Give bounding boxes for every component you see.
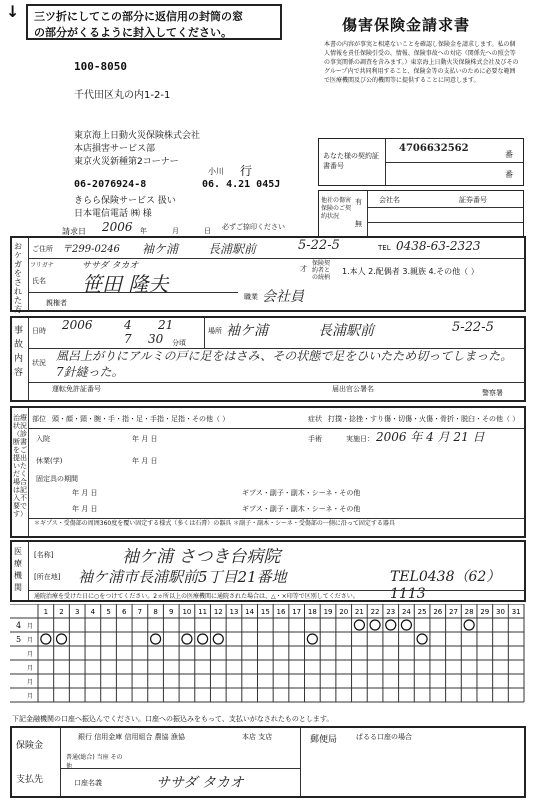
calendar-day-header: 5 [106, 608, 111, 616]
hospitalization-label: 入院 [36, 435, 50, 443]
exam-date-label: 実施日： [346, 435, 374, 443]
agent-client: 日本電信電話 ㈱ 様 [74, 209, 152, 219]
calendar-day-header: 19 [323, 608, 333, 616]
visit-mark[interactable] [370, 620, 380, 630]
envelope-instruction [26, 4, 282, 40]
part-options[interactable]: 頭・顔・頸・腕・手・指・足・手指・足指・その他（ ） [52, 415, 230, 423]
insured-town[interactable]: 長浦駅前 [208, 242, 257, 256]
calendar-day-header: 3 [74, 608, 80, 616]
hospital-address-label: [所在地] [34, 573, 61, 581]
accident-hour[interactable]: 7 [124, 332, 132, 346]
policy-box [318, 138, 524, 186]
tel-label: TEL [378, 244, 391, 252]
visit-grid-note: 通院治療を受けた日に○をつけてください。2ヵ所以上の医療機関に通院された場合は、△・×印等で区別してください。 [34, 593, 359, 600]
visit-mark[interactable] [417, 634, 427, 644]
calendar-day-header: 9 [169, 608, 174, 616]
insured-side-label: おケガをされた方 [14, 242, 22, 314]
calendar-day-header: 30 [496, 608, 505, 616]
accident-description[interactable]: 風呂上がりにアルミの戸に足をはさみ、その状態で足をひいたため切ってしまった。7針縫った。 [56, 349, 513, 379]
insured-furigana[interactable]: ササダ タカオ [82, 261, 139, 271]
visit-mark[interactable] [307, 634, 317, 644]
accident-year[interactable]: 2006 [62, 318, 93, 332]
treatment-side-label: 治療状況（診断書をご提出いただく場合は記入不要です） [13, 414, 27, 518]
payment-section [10, 726, 526, 798]
injury-options[interactable]: 打撲・捻挫・すり傷・切傷・火傷・骨折・脱臼・その他（ ） [328, 415, 520, 423]
staff-suffix: 行 [240, 164, 253, 178]
injury-label: 症状 [308, 415, 322, 423]
leave-label: 休業(学) [36, 457, 63, 465]
visit-mark[interactable] [182, 634, 192, 644]
calendar-day-header: 11 [198, 608, 208, 616]
agent-name: きらら保険サービス 扱い [74, 196, 176, 206]
calendar-day-header: 23 [386, 608, 396, 616]
calendar-day-header: 17 [292, 608, 302, 616]
bank-types[interactable]: 銀行 信用金庫 信用組合 農協 漁協 [78, 733, 185, 741]
furigana-label: フリガナ [30, 262, 54, 269]
other-insurance-label: 他社の傷害保険のご契約状況 [321, 197, 352, 220]
accident-day[interactable]: 21 [158, 318, 174, 332]
other-no[interactable]: 無 [355, 220, 362, 228]
claim-date-label: 請求日 [62, 227, 86, 236]
policy-number[interactable]: 4706632562 [399, 143, 469, 154]
form-title: 傷害保険金請求書 [342, 16, 471, 34]
calendar-day-header: 29 [480, 608, 490, 616]
other-yes[interactable]: 有 [355, 198, 362, 206]
visit-mark[interactable] [151, 634, 161, 644]
policy-ban: 番 [505, 150, 513, 159]
visit-mark[interactable] [386, 620, 396, 630]
calendar-day-header: 20 [339, 608, 349, 616]
police-sub: 警察署 [482, 389, 503, 397]
calendar-day-header: 2 [59, 608, 64, 616]
accident-place-city[interactable]: 袖ケ浦 [226, 323, 268, 339]
calendar-day-header: 15 [260, 608, 270, 616]
instruction-line-1: 三ツ折にしてこの部分に返信用の封筒の窓 [34, 10, 243, 23]
part-label: 部位 [32, 415, 46, 423]
calendar-day-header: 8 [153, 608, 158, 616]
fixture-types-1[interactable]: ギプス・副子・副木・シーネ・その他 [242, 489, 361, 497]
calendar-day-header: 25 [417, 608, 427, 616]
status-label: 状況 [32, 359, 46, 367]
visit-mark[interactable] [213, 634, 223, 644]
claim-tsuki: 月 [172, 227, 179, 235]
accident-month[interactable]: 4 [124, 318, 132, 332]
claim-hi: 日 [204, 227, 211, 235]
branch-label: 本店 支店 [242, 733, 273, 741]
instruction-line-2: の部分がくるように封入してください。 [34, 26, 232, 39]
visit-mark[interactable] [57, 634, 67, 644]
accident-section [10, 316, 526, 402]
calendar-day-header: 6 [121, 608, 127, 616]
other-insurance-box [318, 190, 524, 238]
fixture-dates-1[interactable]: 年 月 日 [72, 489, 98, 497]
calendar-day-header: 14 [245, 608, 255, 616]
surgery-label: 手術 [308, 435, 322, 443]
proxy-label: 親権者 [46, 299, 67, 307]
insured-postal[interactable]: 〒299-0246 [62, 244, 120, 255]
hospital-address[interactable]: 袖ケ浦市長浦駅前5丁目21番地 [78, 568, 287, 586]
calendar-month-label: 5 [16, 635, 22, 644]
consent-text: 本書の内容が事実と相違ないことを確認し保険金を請求します。私の個人情報を責任保険引受の、情報、保険事故への対応（関係先への照会等の事実関係の調査を含みます。）東京海上日動火災保険株式会社及びそのグループ内で共同利用すること、保険金等の支払いのために必要な範囲で医療機関及び公的機関等に提供することに同意します。 [324, 41, 519, 84]
hospital-name-label: [名称] [34, 551, 54, 559]
police-label: 届出官公署名 [332, 385, 374, 393]
calendar-day-header: 10 [182, 608, 192, 616]
calendar-day-header: 18 [307, 608, 317, 616]
recipient-dept-2: 東京火災新種第2コーナー [74, 157, 179, 167]
recipient-dept-1: 本店損害サービス部 [74, 144, 156, 154]
calendar-day-header: 13 [229, 608, 239, 616]
staff-name: 小川 [208, 167, 224, 176]
fixture-dates-2[interactable]: 年 月 日 [72, 505, 98, 513]
recipient-tel: 06-2076924-8 [74, 179, 147, 190]
calendar-day-header: 1 [43, 608, 49, 616]
company-col-header: 会社名 [379, 196, 400, 204]
postal-code: 100-8050 [74, 60, 127, 73]
insured-name[interactable]: 笹田 隆夫 [82, 272, 169, 296]
address-label: ご住所 [32, 245, 53, 253]
cert-col-header: 証券番号 [459, 196, 487, 204]
calendar-month-suffix: 月 [27, 651, 34, 658]
hospital-side-label: 医療機関 [14, 547, 22, 592]
calendar-month-suffix: 月 [27, 679, 34, 686]
insured-job[interactable]: 会社員 [262, 289, 304, 305]
policy-label: あなた様の契約証書番号 [323, 152, 379, 170]
fold-arrow-icon: ↓ [6, 2, 20, 21]
accident-minute-label: 分頃 [172, 339, 186, 347]
calendar-month-label: 4 [16, 621, 22, 630]
job-label: 職業 [244, 293, 258, 301]
relation-label: 保険契約者との続柄 [312, 260, 331, 281]
calendar-day-header: 4 [90, 608, 96, 616]
recipient-address: 千代田区丸の内1-2-1 [74, 90, 171, 101]
calendar-day-header: 16 [276, 608, 286, 616]
policy-ban-2: 番 [505, 170, 513, 179]
holder-label: 口座名義 [74, 779, 102, 787]
insured-city[interactable]: 袖ケ浦 [142, 242, 179, 256]
account-type[interactable]: 普通(総合) 当座 その他 [66, 754, 123, 770]
hospital-section [10, 540, 526, 602]
seal-note: 必ずご捺印ください [222, 223, 285, 231]
calendar-month-suffix: 月 [27, 693, 34, 700]
accident-place-no[interactable]: 5-22-5 [452, 320, 494, 335]
payment-note: 下記金融機関の口座へ振込んでください。口座への振込みをもって、支払いがなされたものとします。 [12, 715, 334, 723]
leave-dates[interactable]: 年 月 日 [132, 457, 158, 465]
visit-mark[interactable] [464, 620, 474, 630]
account-holder[interactable]: ササダ タカオ [156, 775, 244, 791]
accident-place-town[interactable]: 長浦駅前 [318, 323, 374, 339]
recipient-company: 東京海上日動火災保険株式会社 [74, 131, 201, 141]
accident-side-label: 事故内容 [14, 326, 24, 378]
fixture-types-2[interactable]: ギプス・副子・副木・シーネ・その他 [242, 505, 361, 513]
visit-calendar [10, 604, 526, 708]
calendar-day-header: 12 [213, 608, 223, 616]
claim-nen: 年 [140, 227, 147, 235]
calendar-day-header: 31 [511, 608, 521, 616]
accident-date-label: 日時 [32, 327, 46, 335]
calendar-day-header: 26 [433, 608, 443, 616]
exam-date[interactable]: 2006 年 4 月 21 日 [376, 430, 485, 444]
payment-side-label-1: 保険金 [16, 741, 44, 751]
visit-mark[interactable] [354, 620, 364, 630]
date-stamp: 06. 4.21 045J [202, 179, 281, 190]
fixture-note: ＊ギプス・受傷部の周囲360度を覆い固定する様式（多くは石膏）の器具 ＊副子・副木・シーネ・受傷部の一側に沿って固定する器具 [34, 520, 395, 527]
insured-block[interactable]: 5-22-5 [298, 238, 340, 253]
postal-bank-note: ぱるる口座の場合 [356, 733, 412, 741]
calendar-day-header: 21 [354, 608, 364, 616]
visit-calendar-grid [10, 604, 526, 708]
calendar-day-header: 28 [464, 608, 474, 616]
payment-side-label-2: 支払先 [16, 775, 44, 785]
calendar-month-suffix: 月 [27, 623, 34, 630]
place-label: 場所 [208, 327, 222, 335]
claim-year[interactable]: 2006 [102, 220, 133, 234]
visit-mark[interactable] [41, 634, 51, 644]
calendar-day-header: 24 [401, 608, 411, 616]
name-label: 氏名 [32, 277, 46, 285]
accident-minute[interactable]: 30 [148, 332, 164, 346]
calendar-day-header: 7 [137, 608, 143, 616]
calendar-day-header: 22 [370, 608, 380, 616]
hospital-tel[interactable]: TEL0438（62）1113 [390, 569, 501, 602]
visit-mark[interactable] [198, 634, 208, 644]
license-label: 運転免許証番号 [52, 385, 101, 393]
calendar-month-suffix: 月 [27, 665, 34, 672]
relation-options[interactable]: 1.本人 2.配偶者 3.親族 4.その他（ ） [342, 267, 479, 276]
calendar-month-suffix: 月 [27, 637, 34, 644]
insured-tel[interactable]: 0438-63-2323 [396, 239, 481, 253]
visit-mark[interactable] [401, 620, 411, 630]
age-label: 才 [300, 265, 307, 273]
insured-section [10, 236, 526, 312]
postal-bank-label: 郵便局 [310, 735, 338, 745]
hospital-name[interactable]: 袖ケ浦 さつき台病院 [122, 547, 281, 567]
fixture-label: 固定具の期間 [36, 475, 78, 483]
treatment-section [10, 406, 526, 538]
calendar-day-header: 27 [448, 608, 458, 616]
hospitalization-dates[interactable]: 年 月 日 [132, 435, 158, 443]
